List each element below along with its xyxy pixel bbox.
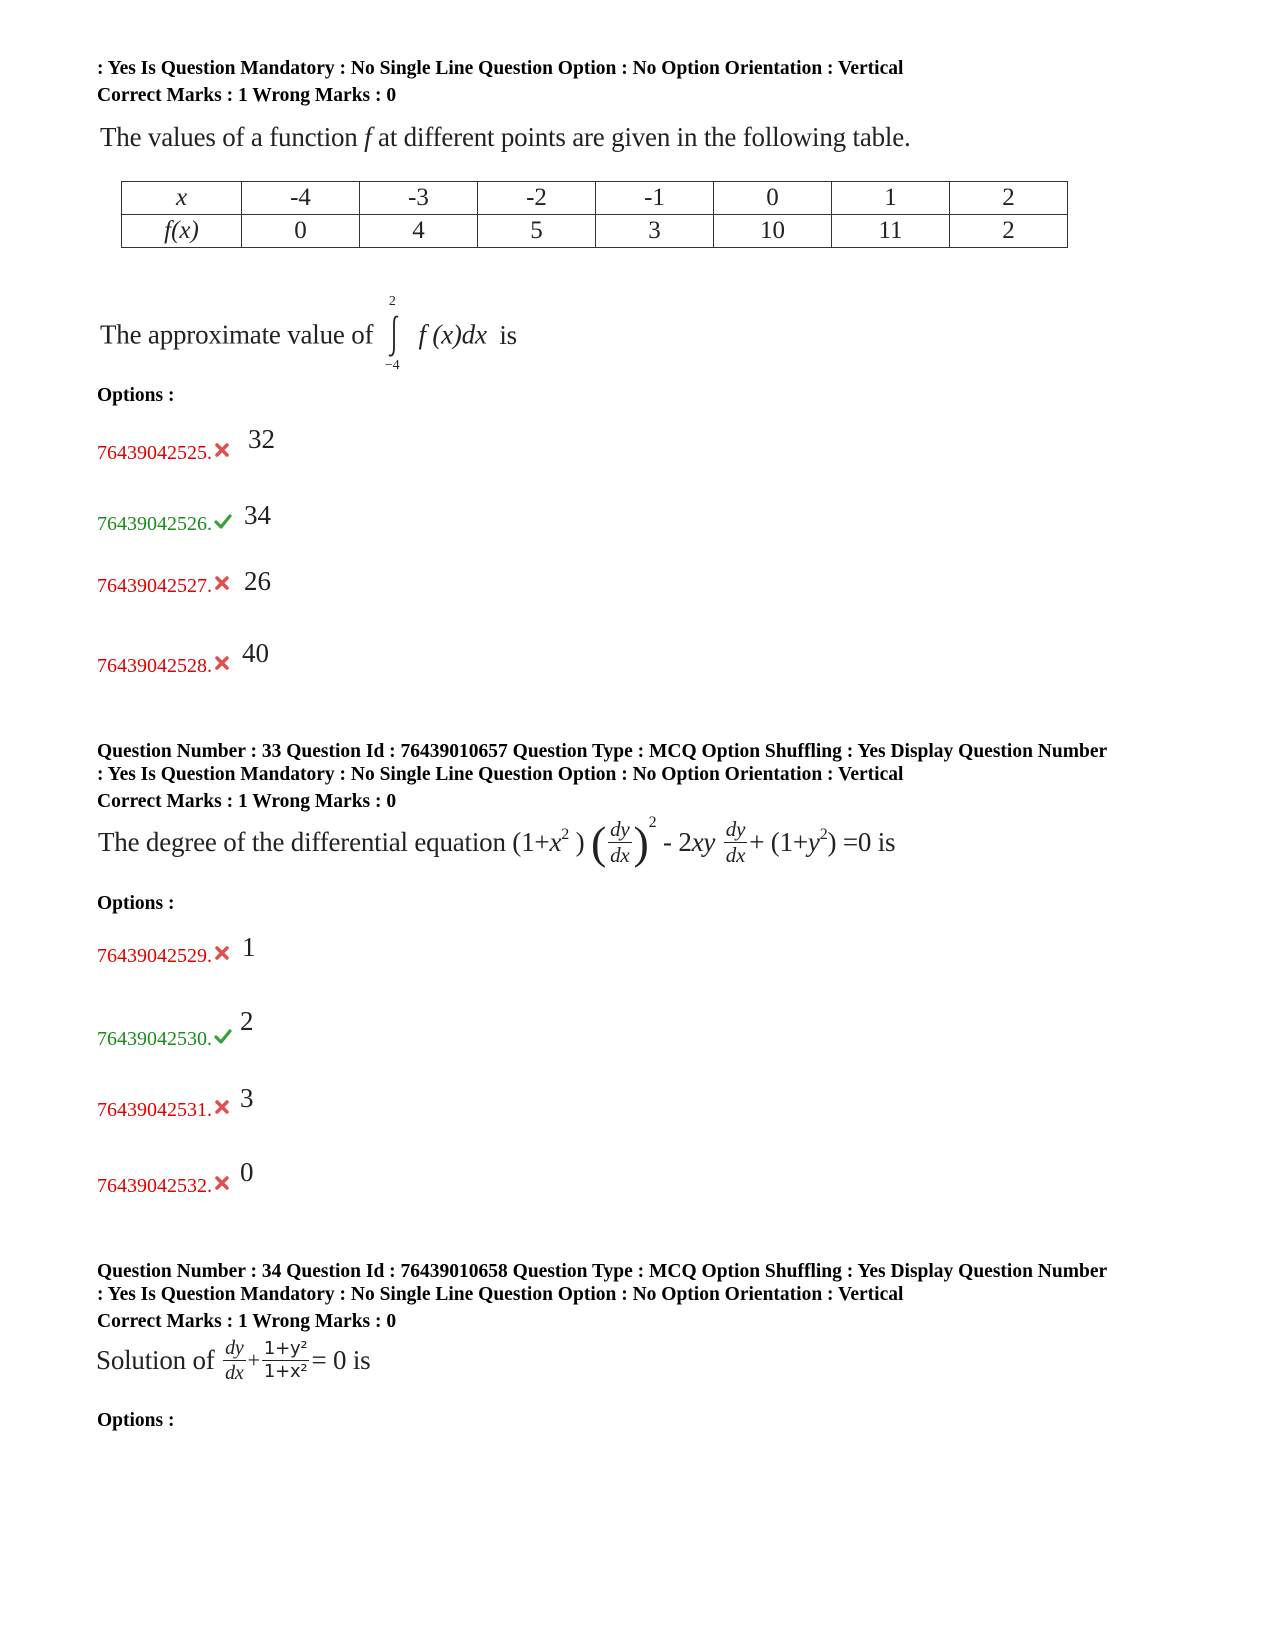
table-cell: 5 [478, 215, 596, 248]
check-icon [214, 1028, 232, 1044]
table-cell: 2 [950, 182, 1068, 215]
cross-icon [214, 1175, 230, 1191]
dy-dx-fraction: $\frac{dy}{dx}$ [725, 817, 746, 867]
q32-integral-stem: The approximate value of 2 −4 f (x)dx is [100, 294, 517, 373]
table-row-x [122, 182, 1068, 215]
y-x-fraction: $\frac{\text{1+y²}}{\text{1+x²}}$ [263, 1338, 308, 1382]
q34-options-label: Options : [97, 1410, 175, 1431]
option-id: 76439042532. [97, 1175, 212, 1197]
table-cell: 0 [242, 215, 360, 248]
option-id: 76439042529. [97, 945, 212, 967]
option-id: 76439042526. [97, 513, 212, 535]
q34-marks: Correct Marks : 1 Wrong Marks : 0 [97, 1311, 397, 1332]
integral-sign: 2 −4 [384, 300, 406, 370]
table-cell: 2 [950, 215, 1068, 248]
q34-meta-line2: : Yes Is Question Mandatory : No Single Line Question Option : No Option Orientation : Vertical [97, 1284, 904, 1305]
cross-icon [214, 442, 230, 458]
integral-icon [386, 314, 402, 358]
option-id: 76439042530. [97, 1028, 212, 1050]
dy-dx-fraction: $\frac{dy}{dx}$ [225, 1337, 244, 1384]
check-icon [214, 513, 232, 529]
cross-icon [214, 655, 230, 671]
option-value: 3 [240, 1083, 254, 1113]
table-cell-x-label: x [122, 182, 242, 215]
table-cell: 11 [832, 215, 950, 248]
q32-stem: The values of a function f at different points are given in the following table. [100, 122, 911, 152]
dy-dx-fraction: $\frac{dy}{dx}$ [610, 817, 630, 867]
q32-options-label: Options : [97, 385, 175, 406]
q33-marks: Correct Marks : 1 Wrong Marks : 0 [97, 791, 397, 812]
option-value: 26 [244, 566, 271, 596]
q33-stem: The degree of the differential equation ($1+x^2$ ) ( $\frac{dy}{dx}$ )$^2$ - 2xy $\frac{dy}{dx}$ + $(1+y^2) =0$ is [98, 813, 896, 868]
q33-options-label: Options : [97, 893, 175, 914]
q33-meta-line1: Question Number : 33 Question Id : 76439010657 Question Type : MCQ Option Shuffling : Yes Display Question Number [97, 741, 1108, 762]
option-id: 76439042531. [97, 1099, 212, 1121]
table-row-fx [122, 215, 1068, 248]
cross-icon [214, 575, 230, 591]
option-value: 32 [248, 424, 275, 454]
q34-stem: Solution of $\frac{dy}{dx}$ + $\frac{\text{1+y²}}{\text{1+x²}}$ = 0 is [96, 1337, 371, 1384]
q32-marks: Correct Marks : 1 Wrong Marks : 0 [97, 85, 397, 106]
q34-meta-line1: Question Number : 34 Question Id : 76439010658 Question Type : MCQ Option Shuffling : Yes Display Question Number [97, 1261, 1108, 1282]
table-cell: 3 [596, 215, 714, 248]
table-cell: 1 [832, 182, 950, 215]
cross-icon [214, 1099, 230, 1115]
option-value: 2 [240, 1006, 254, 1036]
table-cell: 0 [714, 182, 832, 215]
option-value: 40 [242, 638, 269, 668]
q32-meta-line1: : Yes Is Question Mandatory : No Single Line Question Option : No Option Orientation : Vertical [97, 58, 904, 79]
table-cell: 10 [714, 215, 832, 248]
option-value: 1 [242, 932, 256, 962]
option-id: 76439042525. [97, 442, 212, 464]
q33-meta-line2: : Yes Is Question Mandatory : No Single Line Question Option : No Option Orientation : Vertical [97, 764, 904, 785]
option-value: 0 [240, 1157, 254, 1187]
table-cell: -3 [360, 182, 478, 215]
option-id: 76439042527. [97, 575, 212, 597]
table-cell: -1 [596, 182, 714, 215]
option-id: 76439042528. [97, 655, 212, 677]
function-values-table [121, 181, 1068, 248]
option-value: 34 [244, 500, 271, 530]
table-cell: -4 [242, 182, 360, 215]
table-cell: 4 [360, 215, 478, 248]
table-cell: -2 [478, 182, 596, 215]
table-cell-fx-label: f(x) [122, 215, 242, 248]
cross-icon [214, 945, 230, 961]
